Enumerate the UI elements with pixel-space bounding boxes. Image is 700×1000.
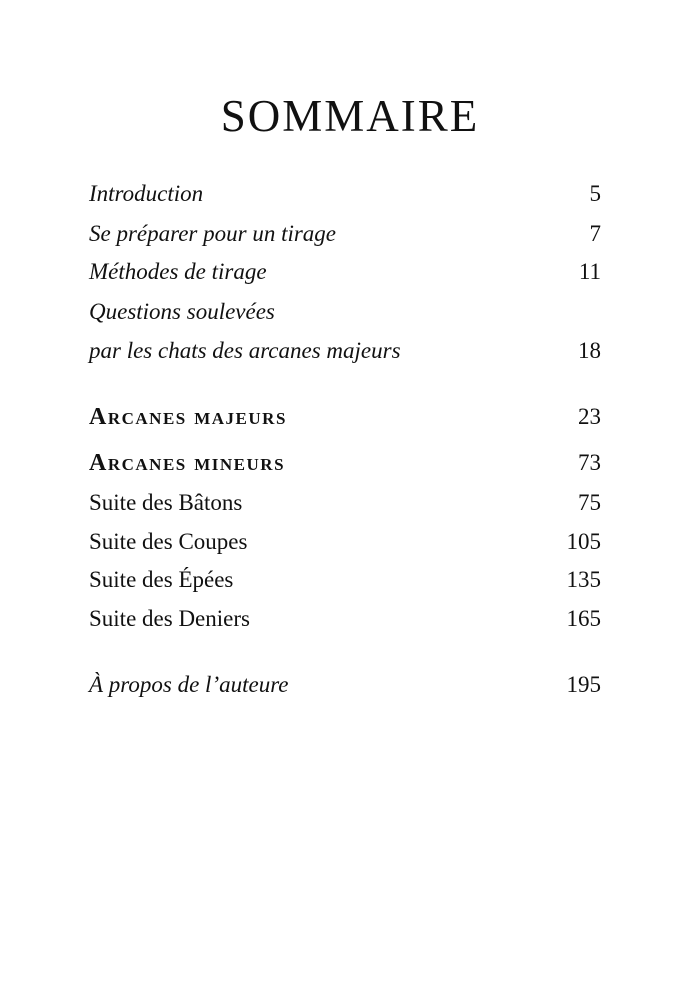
toc-entry-label: Arcanes mineurs <box>89 450 286 476</box>
toc-entry-label: À propos de l’auteure <box>89 672 289 697</box>
toc-entry-label: Arcanes majeurs <box>89 404 287 430</box>
toc-entry-label: Suite des Deniers <box>89 606 250 631</box>
toc-entry-label: Suite des Bâtons <box>89 490 243 515</box>
toc-entry-page-number: 5 <box>589 181 601 206</box>
toc-entry-page-number: 195 <box>566 672 601 697</box>
toc-entry-label: Suite des Coupes <box>89 529 248 554</box>
toc-entry-page-number: 135 <box>566 567 601 592</box>
toc-entry-page-number: 11 <box>578 259 601 284</box>
toc-entry-page-number: 7 <box>589 221 601 246</box>
toc-entry-methodes-tirage[interactable] <box>89 256 601 290</box>
toc-entry-suite-coupes[interactable] <box>89 526 601 560</box>
toc-entry-label: par les chats des arcanes majeurs <box>89 338 401 363</box>
toc-entry-page-number: 18 <box>578 338 601 363</box>
toc-entry-a-propos-auteure[interactable] <box>89 669 601 703</box>
toc-entry-suite-batons[interactable] <box>89 487 601 521</box>
toc-entry-page-number: 23 <box>578 404 601 429</box>
page-title: SOMMAIRE <box>220 91 480 141</box>
toc-entry-suite-epees[interactable] <box>89 564 601 598</box>
toc-entry-label: Questions soulevées <box>89 299 275 324</box>
toc-entry-preparer-tirage[interactable] <box>89 218 601 252</box>
toc-entry-label: Suite des Épées <box>89 567 234 592</box>
toc-entry-label: Se préparer pour un tirage <box>89 221 337 246</box>
toc-entry-questions-line-2[interactable] <box>89 335 601 369</box>
toc-entry-label: Introduction <box>89 181 204 206</box>
toc-entry-label: Méthodes de tirage <box>89 259 267 284</box>
toc-entry-arcanes-majeurs[interactable] <box>89 401 601 435</box>
toc-entry-introduction[interactable] <box>89 178 601 212</box>
toc-entry-suite-deniers[interactable] <box>89 603 601 637</box>
toc-entry-page-number: 73 <box>578 450 601 475</box>
toc-entry-questions-line-1[interactable] <box>89 296 601 330</box>
toc-entry-arcanes-mineurs[interactable] <box>89 447 601 481</box>
toc-entry-page-number: 75 <box>578 490 601 515</box>
toc-entry-page-number: 105 <box>566 529 601 554</box>
toc-entry-page-number: 165 <box>566 606 601 631</box>
